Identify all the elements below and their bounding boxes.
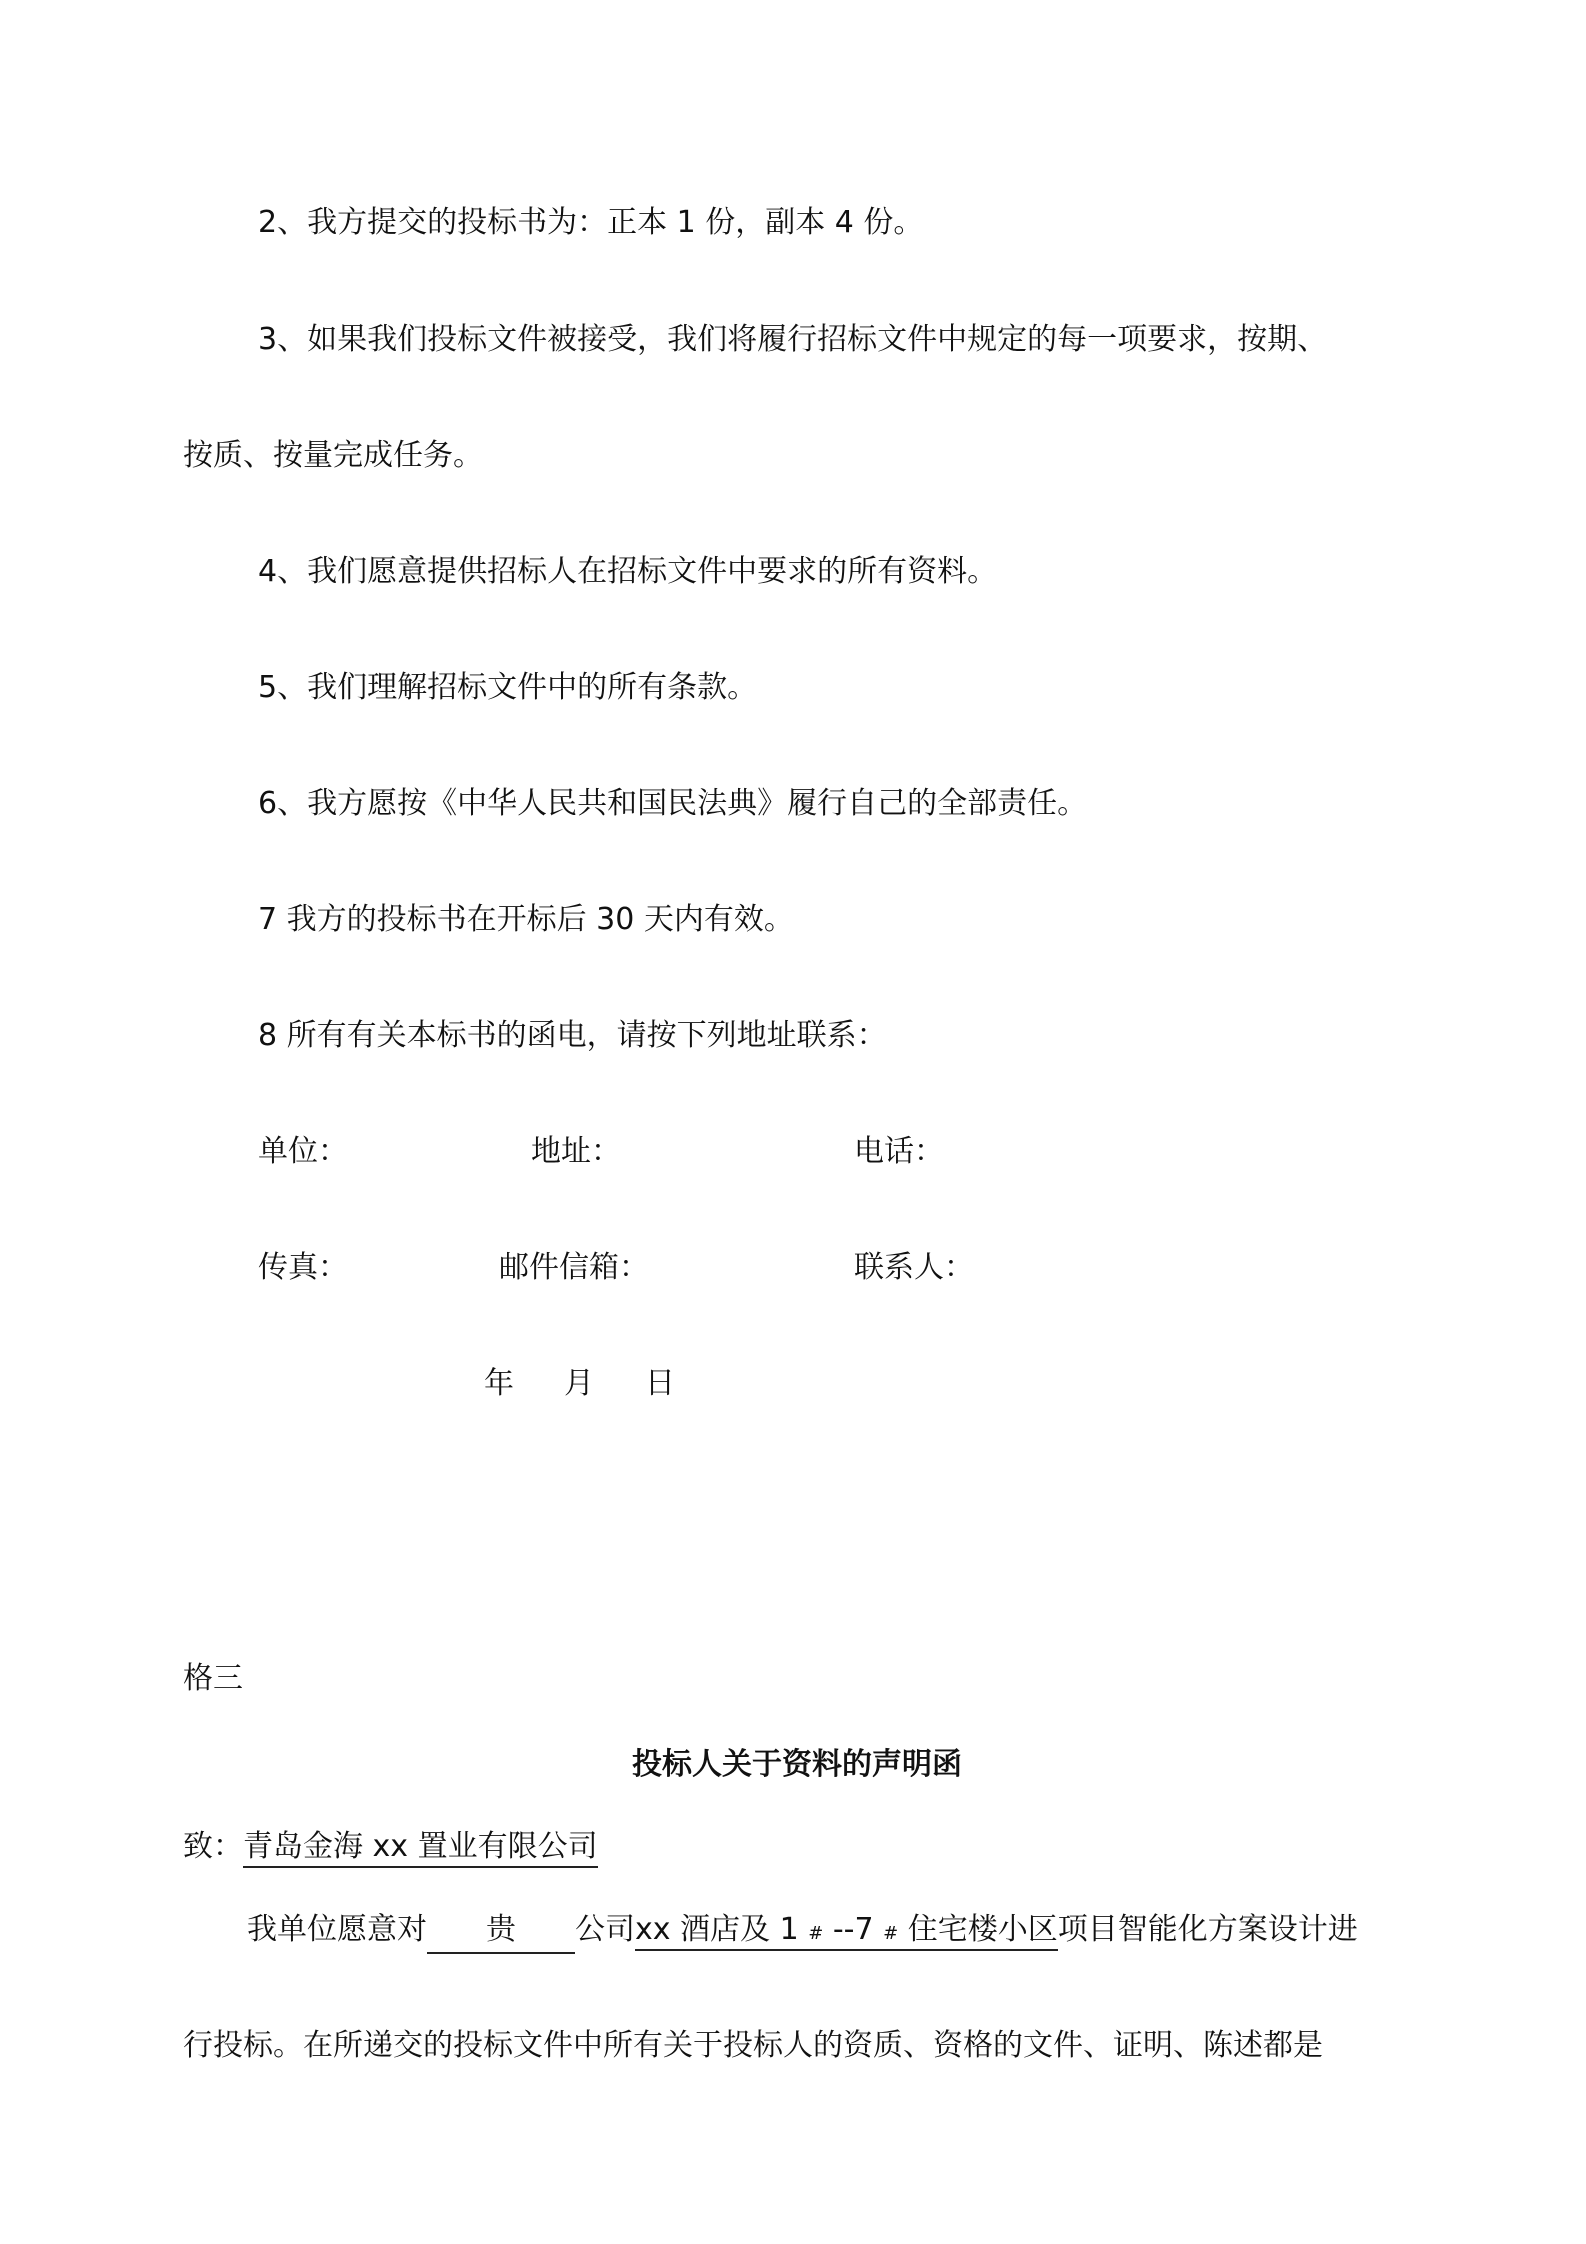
- project-name: xx 酒店及 1 # --7 # 住宅楼小区: [635, 1912, 1058, 1951]
- form-title: 投标人关于资料的声明函: [632, 1747, 962, 1782]
- contact-fax-label: 传真：: [258, 1250, 348, 1285]
- form-heading: 格三: [183, 1661, 243, 1696]
- addressee-line: [183, 1827, 598, 1867]
- project-suffix: 项目智能化方案设计进: [1057, 1912, 1358, 1947]
- declaration-company-word: 公司: [575, 1912, 635, 1947]
- item-8: 8 所有有关本标书的函电，请按下列地址联系：: [258, 1018, 887, 1053]
- declaration-intro: 我单位愿意对: [247, 1912, 427, 1947]
- contact-person-label: 联系人：: [854, 1250, 974, 1285]
- date-day: 日: [645, 1366, 675, 1401]
- contact-address-label: 地址：: [531, 1134, 621, 1169]
- addressee-company: 青岛金海 xx 置业有限公司: [243, 1829, 598, 1868]
- item-3-continuation: 按质、按量完成任务。: [183, 438, 483, 473]
- item-5: 5、我们理解招标文件中的所有条款。: [258, 670, 758, 705]
- date-month: 月: [564, 1366, 594, 1401]
- item-2: 2、我方提交的投标书为：正本 1 份，副本 4 份。: [258, 205, 924, 240]
- addressee-prefix: 致：: [183, 1829, 243, 1864]
- declaration-line-1: [247, 1910, 1358, 1954]
- item-3: 3、如果我们投标文件被接受，我们将履行招标文件中规定的每一项要求，按期、: [258, 322, 1328, 357]
- item-6: 6、我方愿按《中华人民共和国民法典》履行自己的全部责任。: [258, 786, 1088, 821]
- contact-unit-label: 单位：: [258, 1134, 348, 1169]
- item-7: 7 我方的投标书在开标后 30 天内有效。: [258, 902, 794, 937]
- contact-email-label: 邮件信箱：: [499, 1250, 649, 1285]
- date-year: 年: [484, 1366, 514, 1401]
- declaration-blank: 贵: [427, 1910, 575, 1954]
- item-4: 4、我们愿意提供招标人在招标文件中要求的所有资料。: [258, 554, 998, 589]
- declaration-line-2: 行投标。在所递交的投标文件中所有关于投标人的资质、资格的文件、证明、陈述都是: [183, 2028, 1323, 2063]
- contact-phone-label: 电话：: [854, 1134, 944, 1169]
